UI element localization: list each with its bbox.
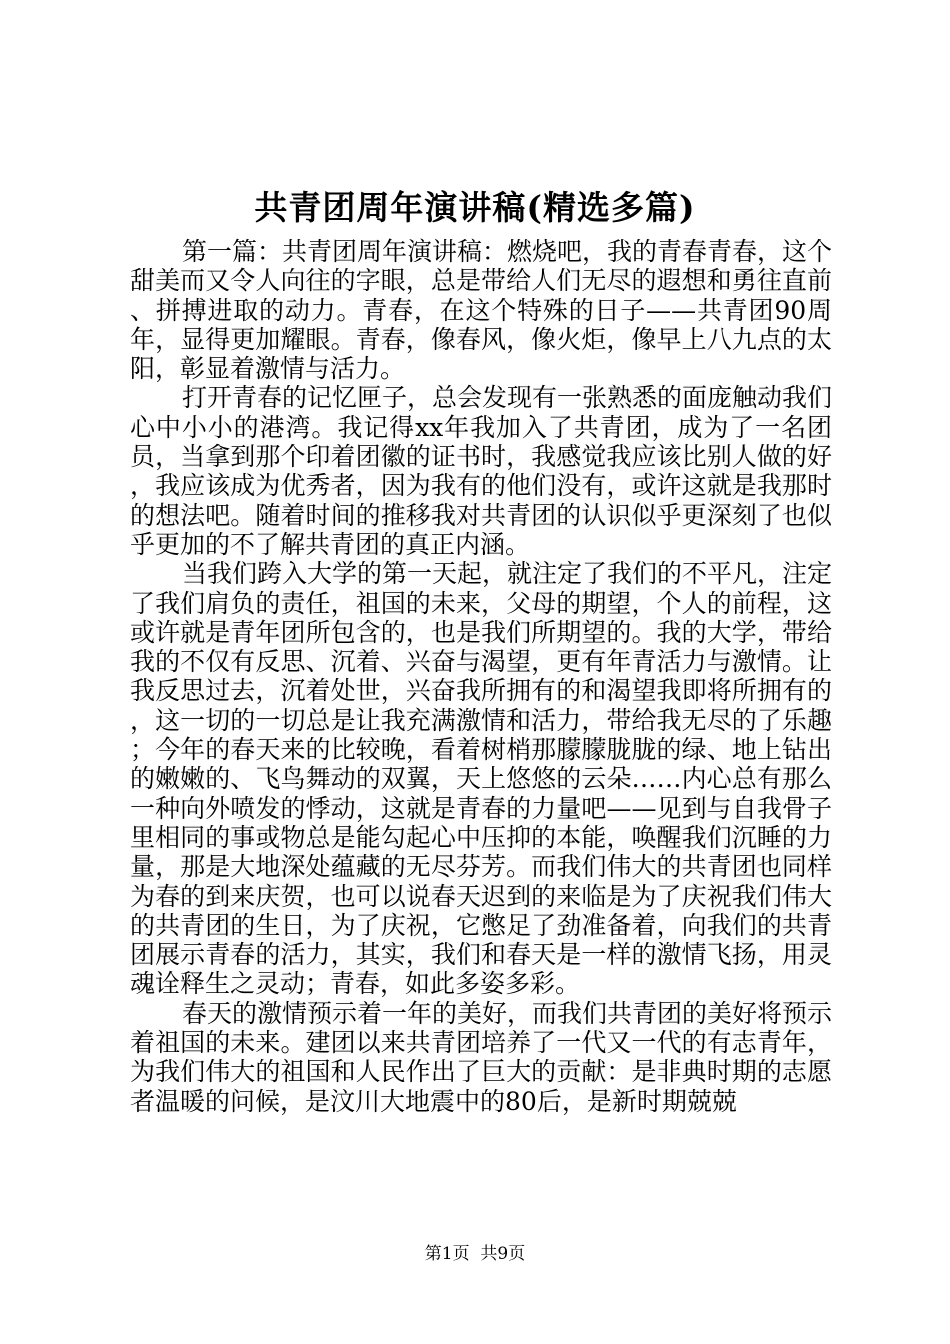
page-number-total: 共9页 xyxy=(480,1244,526,1264)
page-number-separator xyxy=(470,1244,481,1264)
document-title: 共青团周年演讲稿(精选多篇) xyxy=(254,188,696,227)
paragraph-2: 打开青春的记忆匣子，总会发现有一张熟悉的面庞触动我们心中小小的港湾。我记得xx年我加入了共青团，成为了一名团员，当拿到那个印着团徽的证书时，我感觉我应该比别人做的好，我应该成为优秀者，因为我有的他们没有，或许这就是我那时的想法吧。随着时间的推移我对共青团的认识似乎更深刻了也似乎更加的不了解共青团的真正内涵。 xyxy=(130,383,833,559)
document-body xyxy=(130,237,832,1116)
paragraph-3: 当我们跨入大学的第一天起，就注定了我们的不平凡，注定了我们肩负的责任，祖国的未来，父母的期望，个人的前程，这或许就是青年团所包含的，也是我们所期望的。我的大学，带给我的不仅有反思、沉着、兴奋与渴望，更有年青活力与激情。让我反思过去，沉着处世，兴奋我所拥有的和渴望我即将所拥有的，这一切的一切总是让我充满激情和活力，带给我无尽的了乐趣；今年的春天来的比较晚，看着树梢那朦朦胧胧的绿、地上钻出的嫩嫩的、飞鸟舞动的双翼，天上悠悠的云朵……内心总有那么一种向外喷发的悸动，这就是青春的力量吧——见到与自我骨子里相同的事或物总是能勾起心中压抑的本能，唤醒我们沉睡的力量，那是大地深处蕴藏的无尽芬芳。而我们伟大的共青团也同样为春的到来庆贺，也可以说春天迟到的来临是为了庆祝我们伟大的共青团的生日，为了庆祝，它憋足了劲准备着，向我们的共青团展示青春的活力，其实，我们和春天是一样的激情飞扬，用灵魂诠释生之灵动；青春，如此多姿多彩。 xyxy=(130,559,833,999)
page-number-current: 第1页 xyxy=(424,1244,470,1264)
page-footer xyxy=(0,1242,950,1266)
paragraph-1: 第一篇：共青团周年演讲稿：燃烧吧，我的青春青春，这个甜美而又令人向往的字眼，总是带给人们无尽的遐想和勇往直前、拼搏进取的动力。青春，在这个特殊的日子——共青团90周年，显得更加耀眼。青春，像春风，像火炬，像早上八九点的太阳，彰显着激情与活力。 xyxy=(130,237,833,384)
paragraph-4: 春天的激情预示着一年的美好，而我们共青团的美好将预示着祖国的未来。建团以来共青团培养了一代又一代的有志青年，为我们伟大的祖国和人民作出了巨大的贡献：是非典时期的志愿者温暖的问候，是汶川大地震中的80后，是新时期兢兢 xyxy=(130,998,833,1116)
